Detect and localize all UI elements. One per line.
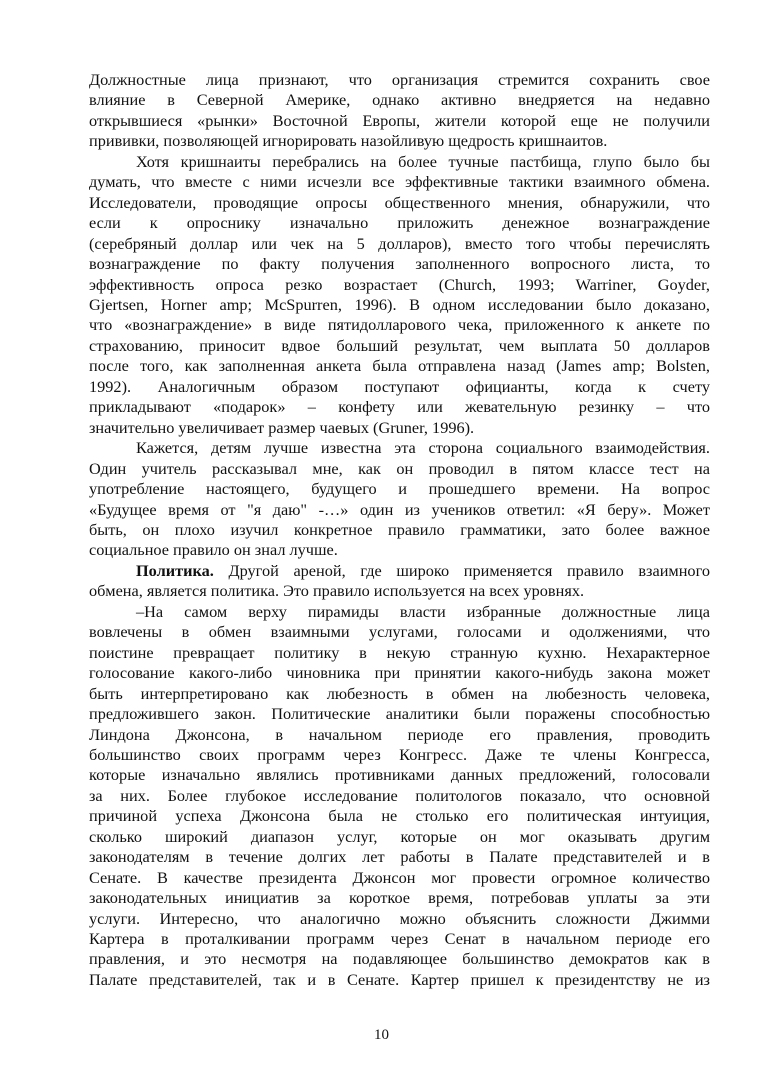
text-line: Линдона Джонсона, в начальном периоде его правления, проводить xyxy=(89,724,710,744)
text-line: прививки, позволяющей игнорировать назойливую щедрость кришнаитов. xyxy=(89,131,608,151)
text-line: –На самом верху пирамиды власти избранные должностные лица xyxy=(136,601,710,621)
text-line: поистине превращает политику в некую странную кухню. Нехарактерное xyxy=(89,642,710,662)
text-line: страхованию, приносит вдвое больший результат, чем выплата 50 долларов xyxy=(89,335,710,355)
text-line: за них. Более глубокое исследование политологов показало, что основной xyxy=(89,785,710,805)
text-line: законодательных инициатив за короткое время, потребовав уплаты за эти xyxy=(89,888,710,908)
text-line: Один учитель рассказывал мне, как он проводил в пятом классе тест на xyxy=(89,458,710,478)
text-line: быть, он плохо изучил конкретное правило грамматики, зато более важное xyxy=(89,519,710,539)
text-line: законодателям в течение долгих лет работы в Палате представителей и в xyxy=(89,847,710,867)
paragraph-politics xyxy=(89,561,710,602)
text-line: употребление настоящего, будущего и прошедшего времени. На вопрос xyxy=(89,479,710,499)
text-line: причиной успеха Джонсона была не столько его политическая интуиция, xyxy=(89,806,710,826)
paragraph-1 xyxy=(89,70,710,152)
text-line: правления, и это несмотря на подавляющее большинство демократов как в xyxy=(89,949,710,969)
text-line: большинство своих программ через Конгресс. Даже те члены Конгресса, xyxy=(89,744,710,764)
text-line: значительно увеличивает размер чаевых (Gruner, 1996). xyxy=(89,417,475,437)
text-line: влияние в Северной Америке, однако активно внедряется на недавно xyxy=(89,90,710,110)
text-line: 1992). Аналогичным образом поступают официанты, когда к счету xyxy=(89,376,710,396)
text-line: услуги. Интересно, что аналогично можно объяснить сложности Джимми xyxy=(89,908,710,928)
text-line: быть интерпретировано как любезность в обмен на любезность человека, xyxy=(89,683,710,703)
paragraph-3 xyxy=(89,438,710,561)
text-line: социальное правило он знал лучше. xyxy=(89,540,338,560)
text-line: Картера в проталкивании программ через Сенат в начальном периоде его xyxy=(89,929,710,949)
text-line: голосование какого-либо чиновника при принятии какого-нибудь закона может xyxy=(89,663,710,683)
text-line: что «вознаграждение» в виде пятидолларового чека, приложенного к анкете по xyxy=(89,315,710,335)
text-line: «Будущее время от "я даю" -…» один из учеников ответил: «Я беру». Может xyxy=(89,499,710,519)
text-line: сколько широкий диапазон услуг, которые он мог оказывать другим xyxy=(89,826,710,846)
text-line: Gjertsen, Horner amp; McSpurren, 1996). В одном исследовании было доказано, xyxy=(89,294,710,314)
text-line: открывшиеся «рынки» Восточной Европы, жители которой еще не получили xyxy=(89,110,710,130)
text-line: которые изначально являлись противниками данных предложений, голосовали xyxy=(89,765,710,785)
text-line: Палате представителей, так и в Сенате. Картер пришел к президентству не из xyxy=(89,969,710,989)
text-line: обмена, является политика. Это правило используется на всех уровнях. xyxy=(89,581,585,601)
page-number: 10 xyxy=(374,1027,389,1043)
text-line: думать, что вместе с ними исчезли все эффективные тактики взаимного обмена. xyxy=(89,172,710,192)
text-line: Исследователи, проводящие опросы общественного мнения, обнаружили, что xyxy=(89,192,710,212)
document-body xyxy=(89,70,710,990)
text-line: вовлечены в обмен взаимными услугами, голосами и одолжениями, что xyxy=(89,622,710,642)
paragraph-5 xyxy=(89,602,710,991)
text-line: вознаграждение по факту получения заполненного вопросного листа, то xyxy=(89,254,710,274)
text-line: эффективность опроса резко возрастает (Church, 1993; Warriner, Goyder, xyxy=(89,274,710,294)
text-line: прикладывают «подарок» – конфету или жевательную резинку – что xyxy=(89,397,710,417)
text-line: Кажется, детям лучше известна эта сторона социального взаимодействия. xyxy=(136,438,710,458)
text-fragment: Другой ареной, где широко применяется правило взаимного xyxy=(213,560,710,580)
paragraph-2 xyxy=(89,152,710,438)
section-heading-politics: Политика. xyxy=(136,560,214,580)
text-line: Должностные лица признают, что организация стремится сохранить свое xyxy=(89,70,710,89)
text-line xyxy=(89,561,710,581)
text-line: если к опроснику изначально приложить денежное вознаграждение xyxy=(89,213,710,233)
text-line: после того, как заполненная анкета была отправлена назад (James amp; Bolsten, xyxy=(89,356,710,376)
text-line: Хотя кришнаиты перебрались на более тучные пастбища, глупо было бы xyxy=(136,151,710,171)
text-line: Сенате. В качестве президента Джонсон мог провести огромное количество xyxy=(89,867,710,887)
text-line: (серебряный доллар или чек на 5 долларов), вместо того чтобы перечислять xyxy=(89,233,710,253)
text-line: предложившего закон. Политические аналитики были поражены способностью xyxy=(89,704,710,724)
